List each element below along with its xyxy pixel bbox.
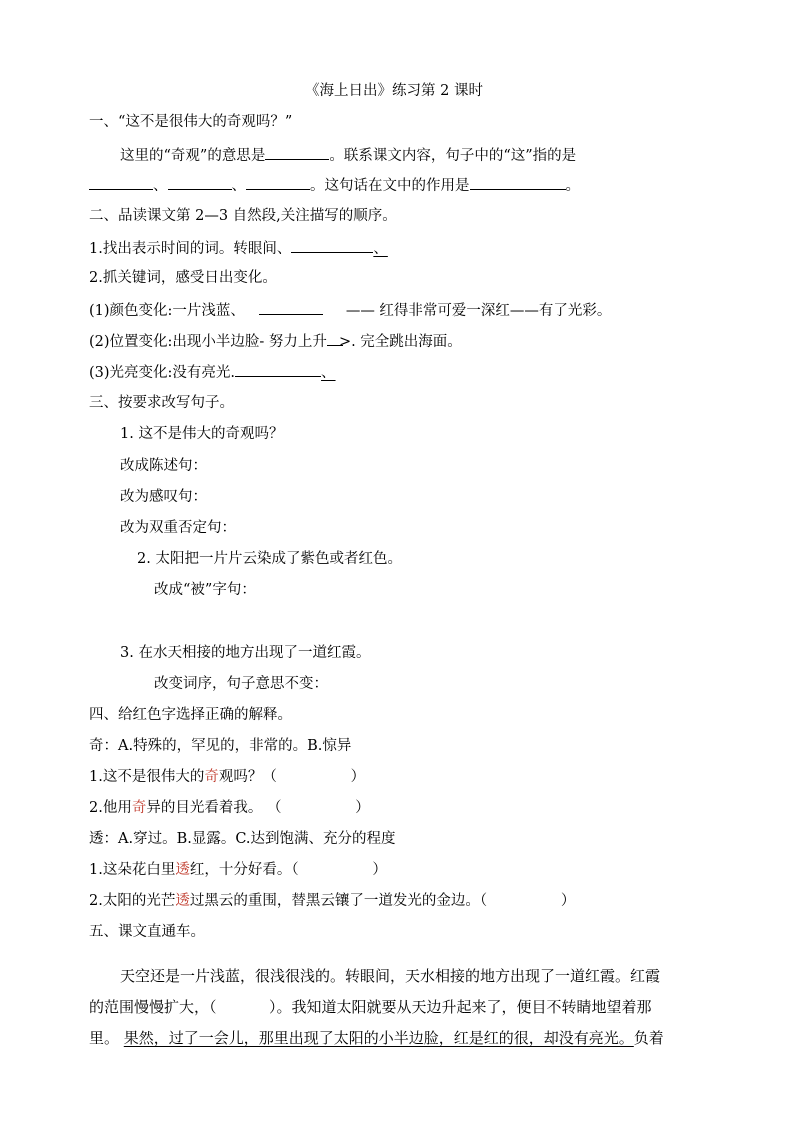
section-2-heading: 二、品读课文第 2—3 自然段,关注描写的顺序。: [89, 208, 397, 224]
section-4-heading: 四、给红色字选择正确的解释。: [89, 707, 292, 723]
qi2-red-char: 奇: [131, 800, 147, 816]
s2-point-3: [89, 361, 336, 383]
qi1-post: 观吗？（ ）: [218, 769, 366, 785]
blank-function[interactable]: [470, 174, 566, 190]
section-3-heading: 三、按要求改写句子。: [89, 395, 234, 411]
s3-question-1: 1. 这不是伟大的奇观吗？: [120, 426, 284, 442]
s2-point-2: [89, 330, 462, 352]
s1-text-a: 这里的“奇观”的意思是: [120, 148, 266, 164]
tou1-post: 红，十分好看。（ ）: [189, 862, 387, 878]
tou1-pre: 1.这朵花白里: [89, 862, 176, 878]
separator-2: 、: [231, 178, 246, 194]
s2-question-2: 2.抓关键词，感受日出变化。: [89, 270, 277, 286]
s2-question-1: [89, 237, 388, 259]
s3-answer-exclaim: 改为感叹句：: [120, 489, 207, 505]
blank-light[interactable]: [235, 361, 321, 377]
tou2-pre: 2.太阳的光芒: [89, 893, 176, 909]
qi1-pre: 1.这不是很伟大的: [89, 769, 205, 785]
blank-this-1[interactable]: [89, 174, 153, 190]
qi-item-1: [89, 767, 365, 787]
blank-time-word[interactable]: [291, 237, 373, 253]
s3-answer-double-negative: 改为双重否定句：: [120, 520, 236, 536]
tou2-post: 过黑云的重围，替黑云镶了一道发光的金边。（ ）: [189, 893, 576, 909]
s2-p3-end: 、: [321, 365, 336, 381]
s5-paragraph-line-1: 天空还是一片浅蓝，很浅很浅的。转眼间，天水相接的地方出现了一道红霞。红霞: [120, 967, 661, 985]
qi1-red-char: 奇: [204, 769, 219, 785]
section-5-heading: 五、课文直通车。: [89, 924, 205, 940]
s1-text-b: 。联系课文内容，句子中的“这”指的是: [329, 148, 577, 164]
tou-item-2: [89, 891, 575, 911]
s2-q1-text: 1.找出表示时间的词。转眼间、: [89, 241, 292, 257]
s3-answer-bei: 改成“被”字句：: [154, 582, 256, 598]
s3-question-2: 2. 太阳把一片片云染成了紫色或者红色。: [137, 551, 402, 567]
s2-p2-rest: . 完全跳出海面。: [351, 334, 462, 350]
tou-definitions: 透：A.穿过。B.显露。C.达到饱满、充分的程度: [89, 831, 396, 847]
s1-text-c: 。这句话在文中的作用是: [310, 178, 470, 194]
blank-this-2[interactable]: [168, 174, 232, 190]
s2-p2-text: (2)位置变化:出现小半边脸- 努力上升: [89, 334, 327, 350]
qi2-post: 异的目光看着我。 （ ）: [146, 800, 370, 816]
s3-answer-statement: 改成陈述句：: [120, 458, 207, 474]
tou1-red-char: 透: [175, 862, 190, 878]
qi-item-2: [89, 798, 370, 818]
separator-1: 、: [153, 178, 168, 194]
s2-p1-rest: —— 红得非常可爱一深红——有了光彩。: [345, 303, 612, 319]
qi-definitions: 奇：A.特殊的，罕见的，非常的。B.惊异: [89, 738, 352, 754]
page-title: 《海上日出》练习第 2 课时: [305, 83, 483, 99]
s5-p3-underlined: 果然，过了一会儿，那里出现了太阳的小半边脸，红是红的很，却没有亮光。: [123, 1029, 634, 1047]
tou2-red-char: 透: [175, 893, 190, 909]
s3-question-3: 3. 在水天相接的地方出现了一道红霞。: [120, 645, 371, 661]
s5-paragraph-line-2: 的范围慢慢扩大，（ ）。我知道太阳就要从天边升起来了，便目不转睛地望着那: [89, 998, 652, 1016]
s5-paragraph-line-3: [89, 1028, 664, 1048]
s3-answer-word-order: 改变词序，句子意思不变：: [154, 676, 328, 692]
blank-color[interactable]: [259, 299, 323, 315]
s2-q1-end: 、: [373, 241, 388, 257]
s1-end: 。: [565, 178, 580, 194]
s5-p3-end: 负着: [633, 1029, 664, 1047]
section-1-line-1: [120, 144, 576, 166]
blank-this-3[interactable]: [246, 174, 310, 190]
section-1-line-2: [89, 174, 580, 196]
qi2-pre: 2.他用: [89, 800, 132, 816]
arrow-icon: >: [338, 334, 352, 350]
blank-meaning[interactable]: [265, 144, 329, 160]
s5-p3-start: 里。: [89, 1029, 124, 1047]
tou-item-1: [89, 860, 387, 880]
section-1-heading: 一、“这不是很伟大的奇观吗？”: [89, 114, 293, 130]
s2-point-1: [89, 299, 611, 321]
s2-p3-text: (3)光亮变化:没有亮光.: [89, 365, 236, 381]
s2-p1-text: (1)颜色变化:一片浅蓝、: [89, 303, 245, 319]
